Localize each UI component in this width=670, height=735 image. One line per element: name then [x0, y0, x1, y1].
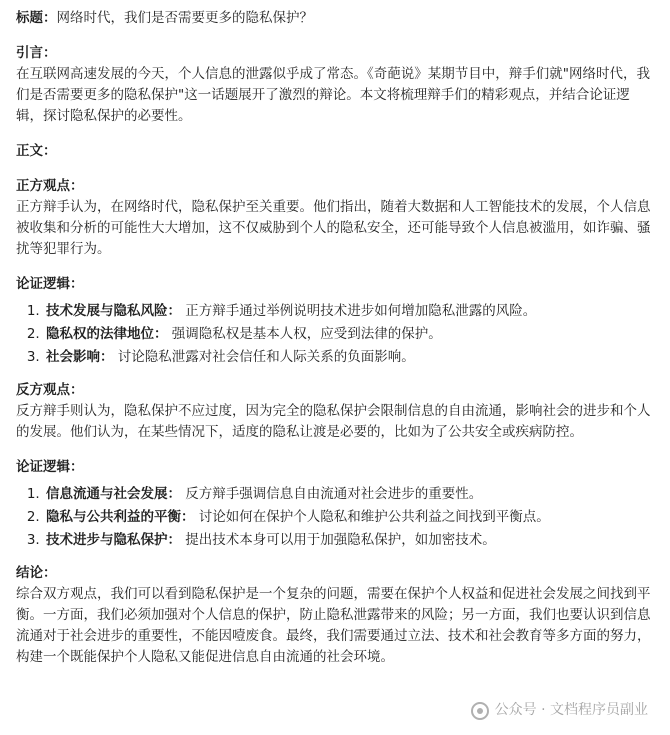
conclusion-text: 综合双方观点，我们可以看到隐私保护是一个复杂的问题，需要在保护个人权益和促进社会发展之间找到平衡。一方面，我们必须加强对个人信息的保护，防止隐私泄露带来的风险；另一方面，我们也要认识到信息流通对于社会进步的重要性，不能因噎废食。最终，我们需要通过立法、技术和社会教育等多方面的努力，构建一个既能保护个人隐私又能促进信息自由流通的社会环境。: [16, 586, 651, 665]
wechat-official-account-icon: [471, 702, 489, 720]
watermark: [471, 700, 648, 721]
pro-logic-section: [16, 274, 654, 368]
list-item-desc: 讨论如何在保护个人隐私和维护公共利益之间找到平衡点。: [198, 509, 550, 525]
list-item-term: 技术进步与隐私保护：: [46, 532, 181, 548]
con-logic-section: [16, 457, 654, 551]
conclusion-section: [16, 563, 654, 668]
list-item-term: 技术发展与隐私风险：: [46, 303, 181, 319]
list-item: [44, 347, 654, 368]
intro-text: 在互联网高速发展的今天，个人信息的泄露似乎成了常态。《奇葩说》某期节目中，辩手们就"网络时代，我们是否需要更多的隐私保护"这一话题展开了激烈的辩论。本文将梳理辩手们的精彩观点，并结合论证逻辑，探讨隐私保护的必要性。: [16, 66, 650, 124]
list-item-term: 信息流通与社会发展：: [46, 486, 181, 502]
list-item: [44, 484, 654, 505]
body-section: [16, 141, 654, 162]
pro-text: 正方辩手认为，在网络时代，隐私保护至关重要。他们指出，随着大数据和人工智能技术的发展，个人信息被收集和分析的可能性大大增加，这不仅威胁到个人的隐私安全，还可能导致个人信息被滥用，如诈骗、骚扰等犯罪行为。: [16, 199, 651, 257]
watermark-text: 公众号 · 文档程序员副业: [494, 702, 648, 718]
intro-section: [16, 43, 654, 127]
list-item-desc: 强调隐私权是基本人权，应受到法律的保护。: [171, 326, 442, 342]
list-item-term: 社会影响：: [46, 349, 114, 365]
pro-logic-list: [16, 301, 654, 368]
list-item: [44, 507, 654, 528]
list-item-term: 隐私与公共利益的平衡：: [46, 509, 195, 525]
pro-heading: 正方观点：: [16, 178, 84, 194]
list-item: [44, 530, 654, 551]
con-logic-list: [16, 484, 654, 551]
list-item: [44, 301, 654, 322]
list-item-term: 隐私权的法律地位：: [46, 326, 168, 342]
list-item-desc: 提出技术本身可以用于加强隐私保护，如加密技术。: [185, 532, 496, 548]
list-item-desc: 正方辩手通过举例说明技术进步如何增加隐私泄露的风险。: [185, 303, 537, 319]
list-item-desc: 反方辩手强调信息自由流通对社会进步的重要性。: [185, 486, 483, 502]
con-logic-heading: 论证逻辑：: [16, 459, 84, 475]
intro-heading: 引言：: [16, 45, 57, 61]
conclusion-heading: 结论：: [16, 565, 57, 581]
list-item-desc: 讨论隐私泄露对社会信任和人际关系的负面影响。: [117, 349, 415, 365]
title-line: [16, 8, 654, 29]
con-heading: 反方观点：: [16, 382, 84, 398]
pro-section: [16, 176, 654, 260]
title-text: 网络时代，我们是否需要更多的隐私保护？: [56, 10, 313, 26]
pro-logic-heading: 论证逻辑：: [16, 276, 84, 292]
con-text: 反方辩手则认为，隐私保护不应过度，因为完全的隐私保护会限制信息的自由流通，影响社会的进步和个人的发展。他们认为，在某些情况下，适度的隐私让渡是必要的，比如为了公共安全或疾病防控。: [16, 403, 651, 440]
title-label: 标题：: [16, 10, 57, 26]
list-item: [44, 324, 654, 345]
body-heading: 正文：: [16, 143, 57, 159]
con-section: [16, 380, 654, 443]
